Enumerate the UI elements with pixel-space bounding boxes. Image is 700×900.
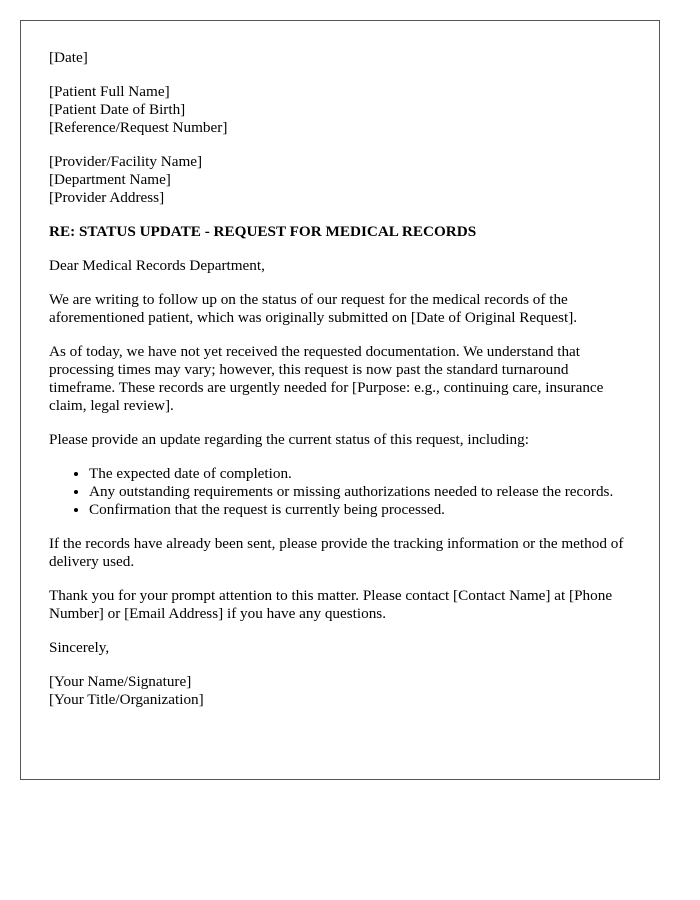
- date-block: [49, 49, 631, 67]
- paragraph-request-update: Please provide an update regarding the current status of this request, including:: [49, 431, 529, 448]
- department-name: [Department Name]: [49, 171, 171, 188]
- provider-block: [49, 153, 631, 207]
- reference-number: [Reference/Request Number]: [49, 119, 228, 136]
- signature-block: [49, 673, 631, 709]
- provider-name: [Provider/Facility Name]: [49, 153, 203, 170]
- paragraph-status: As of today, we have not yet received the requested documentation. We understand that processing times may vary; however, this request is now past the standard turnaround timeframe. These records are urgently needed for [Purpose: e.g., continuing care, insurance claim, legal review].: [49, 343, 604, 414]
- salutation: Dear Medical Records Department,: [49, 257, 265, 274]
- sign-off: Sincerely,: [49, 639, 110, 656]
- list-item: • Any outstanding requirements or missing authorizations needed to release the records.: [89, 483, 631, 501]
- signature-name: [Your Name/Signature]: [49, 673, 192, 690]
- patient-block: [49, 83, 631, 137]
- patient-name: [Patient Full Name]: [49, 83, 170, 100]
- list-item: • Confirmation that the request is currently being processed.: [89, 501, 631, 519]
- paragraph-tracking: If the records have already been sent, please provide the tracking information or the method of delivery used.: [49, 535, 624, 570]
- list-item: • The expected date of completion.: [89, 465, 631, 483]
- paragraph-follow-up: We are writing to follow up on the status of our request for the medical records of the aforementioned patient, which was originally submitted on [Date of Original Request].: [49, 291, 578, 326]
- signature-title: [Your Title/Organization]: [49, 691, 204, 708]
- provider-address: [Provider Address]: [49, 189, 165, 206]
- letter-page: [20, 20, 660, 780]
- update-items-list: [49, 465, 631, 519]
- patient-dob: [Patient Date of Birth]: [49, 101, 186, 118]
- letter-date: [Date]: [49, 49, 88, 66]
- paragraph-thanks: Thank you for your prompt attention to this matter. Please contact [Contact Name] at [Phone Number] or [Email Address] if you have any questions.: [49, 587, 613, 622]
- subject-line: RE: STATUS UPDATE - REQUEST FOR MEDICAL RECORDS: [49, 223, 477, 240]
